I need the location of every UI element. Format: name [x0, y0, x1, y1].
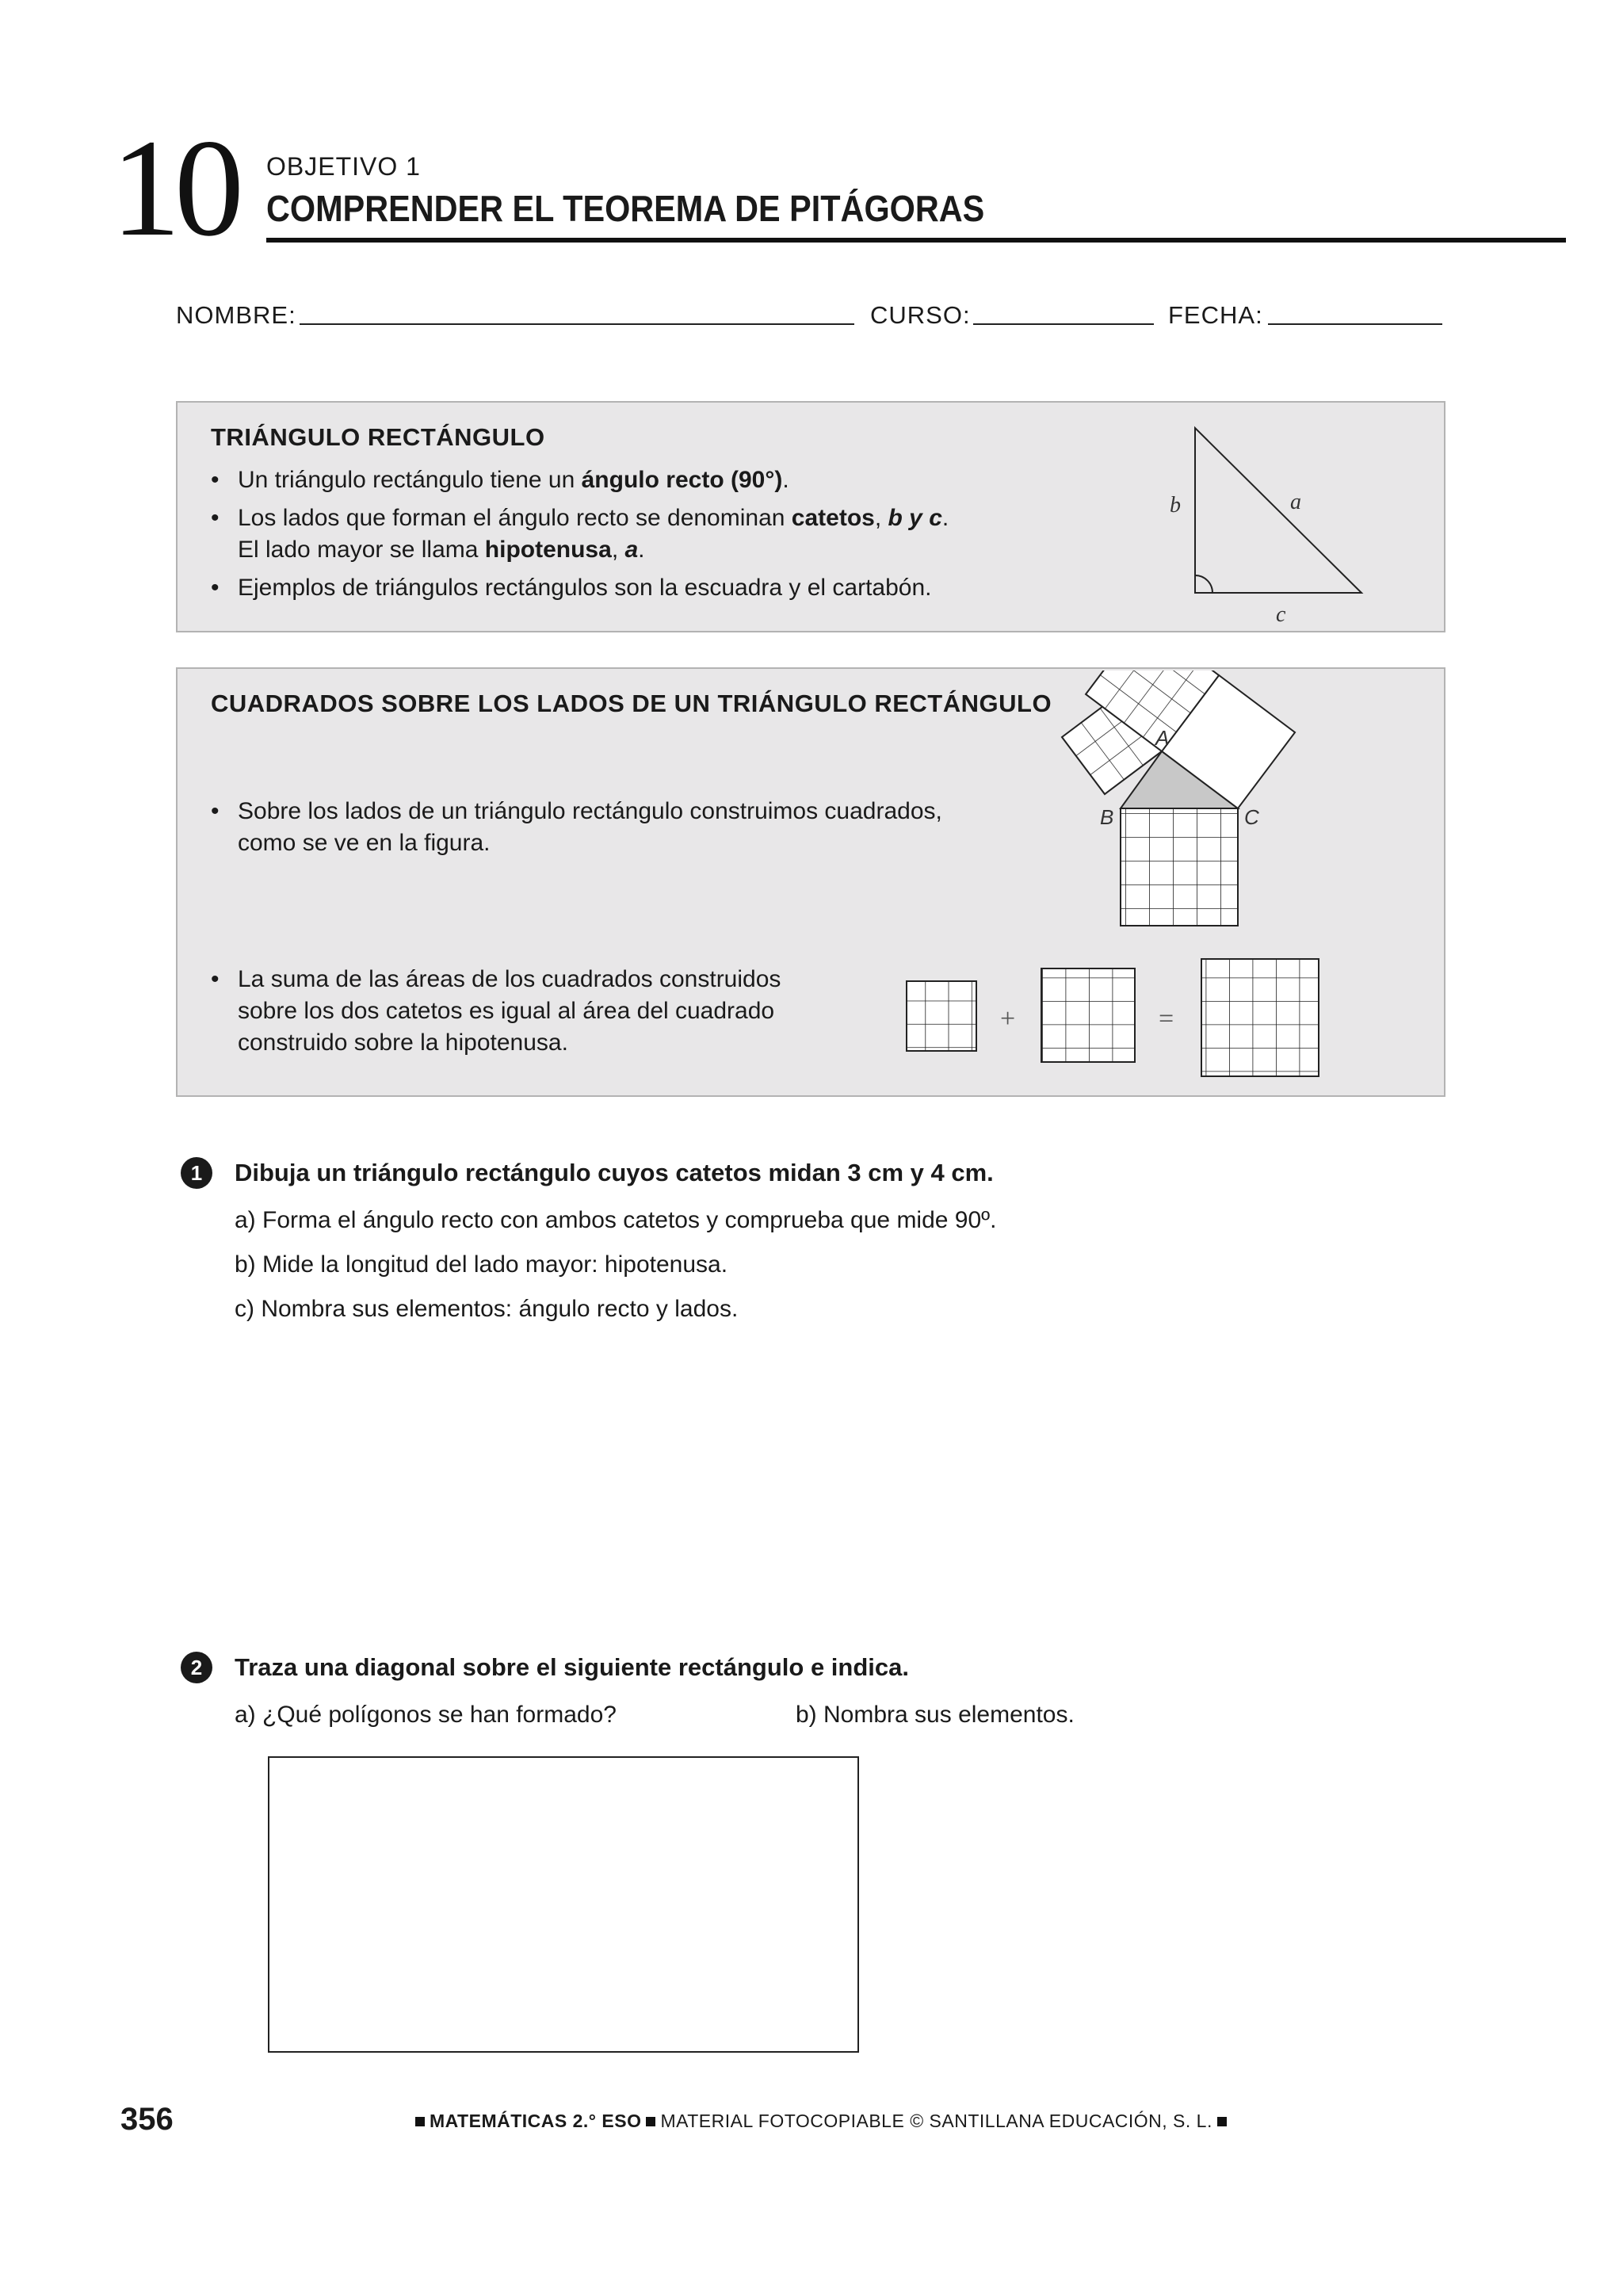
squares-text-line: Sobre los lados de un triángulo rectángulo construimos cuadrados, [238, 798, 942, 824]
legs-line: Los lados que forman el ángulo recto se denominan catetos, b y c. [238, 505, 949, 531]
title-rule [266, 238, 1566, 243]
side-b-label: b [1170, 493, 1181, 518]
footer-square-icon [1217, 2117, 1227, 2126]
course-label: CURSO: [870, 301, 971, 329]
squares-text-line: como se ve en la figura. [238, 830, 491, 856]
answer-rectangle[interactable] [268, 1756, 859, 2053]
right-triangle-title: TRIÁNGULO RECTÁNGULO [211, 423, 545, 451]
page-title: COMPRENDER EL TEOREMA DE PITÁGORAS [266, 188, 985, 229]
bullet: • [211, 575, 220, 601]
right-triangle-figure [1157, 420, 1395, 626]
vertex-b-label: B [1100, 805, 1114, 829]
exercise-1-title: Dibuja un triángulo rectángulo cuyos catetos midan 3 cm y 4 cm. [235, 1159, 994, 1186]
area-equation-figure [902, 954, 1330, 1081]
name-field[interactable] [300, 323, 854, 325]
exercise-2-number: 2 [181, 1652, 212, 1683]
examples-line: Ejemplos de triángulos rectángulos son la escuadra y el cartabón. [238, 575, 932, 601]
exercise-1-item-a: a) Forma el ángulo recto con ambos catetos y comprueba que mide 90º. [235, 1207, 997, 1233]
small-square [907, 981, 976, 1051]
exercise-2-title: Traza una diagonal sobre el siguiente rectángulo e indica. [235, 1653, 909, 1681]
exercise-1-number: 1 [181, 1157, 212, 1189]
pythagoras-squares-figure [1054, 670, 1316, 932]
large-square [1201, 959, 1319, 1076]
footer: MATEMÁTICAS 2.° ESO MATERIAL FOTOCOPIABLE © SANTILLANA EDUCACIÓN, S. L. [411, 2110, 1232, 2132]
exercise-1-item-c: c) Nombra sus elementos: ángulo recto y lados. [235, 1296, 739, 1322]
vertex-c-label: C [1244, 805, 1259, 829]
exercise-1-item-b: b) Mide la longitud del lado mayor: hipotenusa. [235, 1251, 728, 1278]
plus-sign: + [1000, 1004, 1016, 1033]
course-field[interactable] [973, 323, 1154, 325]
page-number: 356 [120, 2102, 174, 2137]
medium-square [1041, 968, 1135, 1062]
date-label: FECHA: [1168, 301, 1263, 329]
equals-sign: = [1159, 1004, 1174, 1033]
unit-number: 10 [111, 111, 238, 266]
definition-line: Un triángulo rectángulo tiene un ángulo recto (90°). [238, 467, 789, 493]
bullet: • [211, 798, 220, 824]
pythagoras-text-line: sobre los dos catetos es igual al área del cuadrado [238, 998, 775, 1024]
hypotenuse-line: El lado mayor se llama hipotenusa, a. [238, 537, 645, 563]
side-c-label: c [1276, 602, 1286, 626]
pythagoras-text-line: La suma de las áreas de los cuadrados construidos [238, 966, 781, 992]
objective-label: OBJETIVO 1 [266, 152, 421, 181]
exercise-2-item-b: b) Nombra sus elementos. [796, 1702, 1075, 1728]
footer-square-icon [646, 2117, 655, 2126]
vertex-a-label: A [1155, 726, 1170, 750]
squares-title: CUADRADOS SOBRE LOS LADOS DE UN TRIÁNGULO RECTÁNGULO [211, 690, 1052, 717]
date-field[interactable] [1268, 323, 1442, 325]
bullet: • [211, 505, 220, 531]
exercise-2-item-a: a) ¿Qué polígonos se han formado? [235, 1702, 617, 1728]
pythagoras-text-line: construido sobre la hipotenusa. [238, 1030, 568, 1056]
bullet: • [211, 467, 220, 493]
bullet: • [211, 966, 220, 992]
side-a-label: a [1290, 490, 1301, 514]
name-label: NOMBRE: [176, 301, 296, 329]
footer-square-icon [415, 2117, 425, 2126]
